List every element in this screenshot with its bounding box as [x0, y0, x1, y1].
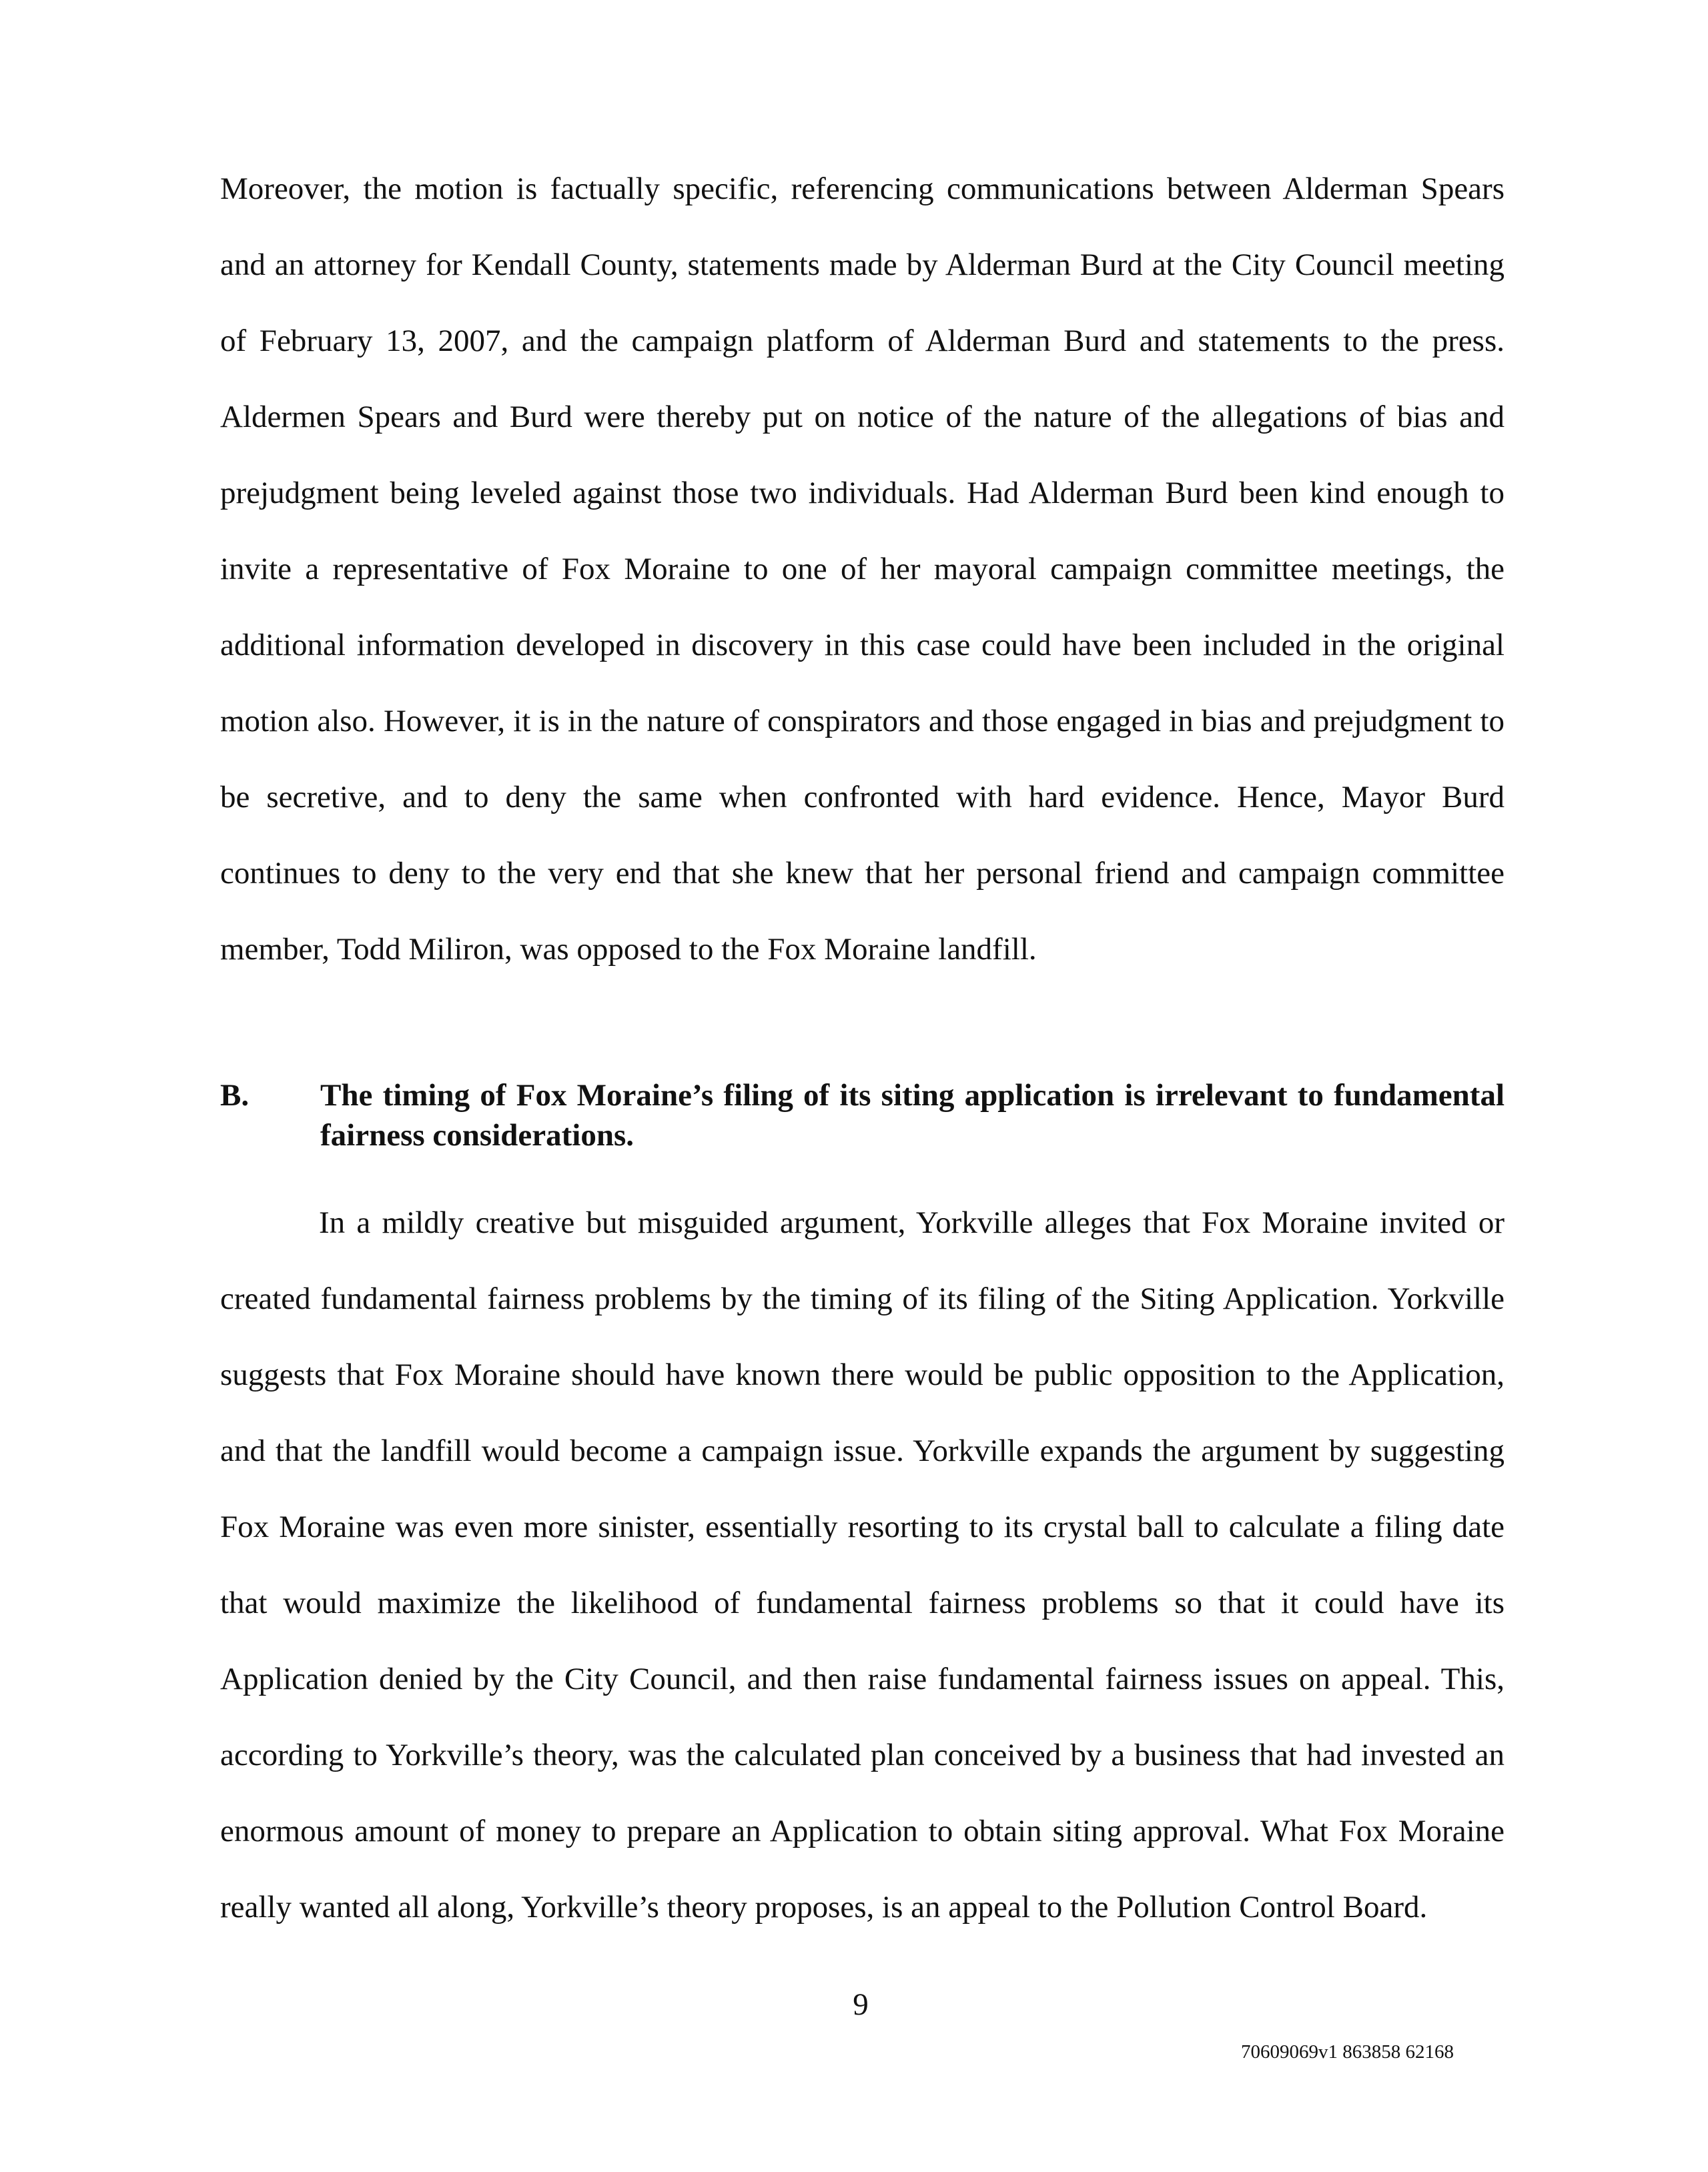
section-heading: [220, 1075, 1505, 1155]
section-heading-letter: B.: [220, 1078, 250, 1113]
section-heading-text: The timing of Fox Moraine’s filing of its siting application is irrelevant to fundamental fairness considerations.: [320, 1078, 1505, 1153]
document-id-footer: 70609069v1 863858 62168: [1241, 2041, 1454, 2063]
body-paragraph-2: In a mildly creative but misguided argument, Yorkville alleges that Fox Moraine invited or created fundamental fairness problems by the timing of its filing of the Siting Application. Yorkville suggests that Fox Moraine should have known there would be public opposition to the Application, and that the landfill would become a campaign issue. Yorkville expands the argument by suggesting Fox Moraine was even more sinister, essentially resorting to its crystal ball to calculate a filing date that would maximize the likelihood of fundamental fairness problems so that it could have its Application denied by the City Council, and then raise fundamental fairness issues on appeal. This, according to Yorkville’s theory, was the calculated plan conceived by a business that had invested an enormous amount of money to prepare an Application to obtain siting approval. What Fox Moraine really wanted all along, Yorkville’s theory proposes, is an appeal to the Pollution Control Board.: [220, 1205, 1505, 1925]
page-number: 9: [853, 1987, 869, 2022]
body-paragraph-1: Moreover, the motion is factually specific, referencing communications between Alderman Spears and an attorney for Kendall County, statements made by Alderman Burd at the City Council meeting of February 13, 2007, and the campaign platform of Alderman Burd and statements to the press. Aldermen Spears and Burd were thereby put on notice of the nature of the allegations of bias and prejudgment being leveled against those two individuals. Had Alderman Burd been kind enough to invite a representative of Fox Moraine to one of her mayoral campaign committee meetings, the additional information developed in discovery in this case could have been included in the original motion also. However, it is in the nature of conspirators and those engaged in bias and prejudgment to be secretive, and to deny the same when confronted with hard evidence. Hence, Mayor Burd continues to deny to the very end that she knew that her personal friend and campaign committee member, Todd Miliron, was opposed to the Fox Moraine landfill.: [220, 171, 1505, 967]
